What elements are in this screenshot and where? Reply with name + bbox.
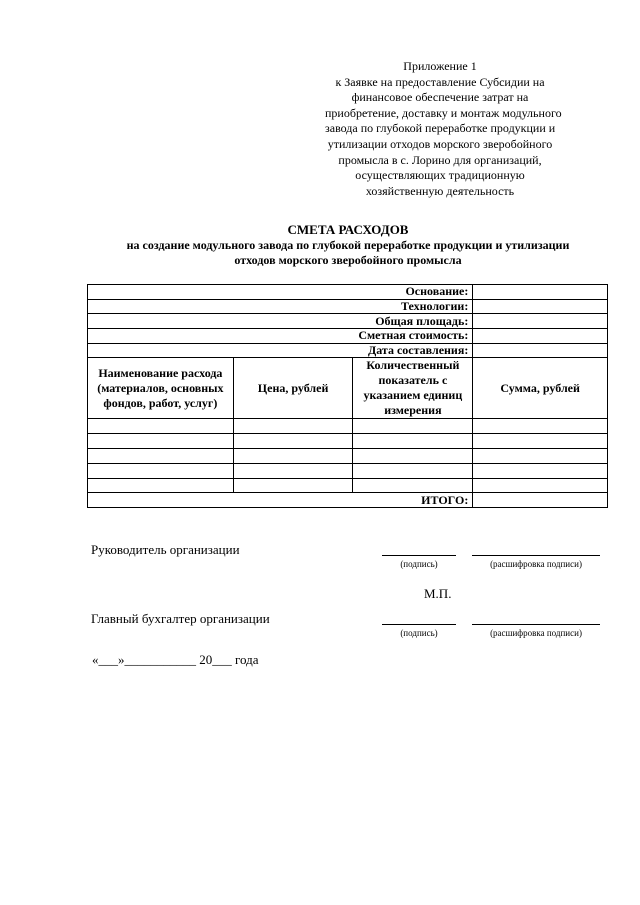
table-row <box>88 478 608 493</box>
cell-sum[interactable] <box>473 478 608 493</box>
title-sub-line1: на создание модульного завода по глубокой переработке продукции и утилизации <box>126 238 570 252</box>
label-date: Дата составления: <box>88 343 473 358</box>
cell-quantity[interactable] <box>353 449 473 464</box>
head-decode-line[interactable] <box>472 555 600 556</box>
cell-quantity[interactable] <box>353 419 473 434</box>
total-value[interactable] <box>473 493 608 508</box>
appendix-line: приобретение, доставку и монтаж модульного <box>325 105 562 120</box>
info-row-basis <box>88 285 608 300</box>
header-price: Цена, рублей <box>233 358 353 419</box>
appendix-line: Приложение 1 <box>403 59 477 73</box>
head-signature-line[interactable] <box>382 555 456 556</box>
table-header-row <box>88 358 608 419</box>
info-row-technologies <box>88 299 608 314</box>
cell-price[interactable] <box>233 419 353 434</box>
cell-sum[interactable] <box>473 449 608 464</box>
cell-sum[interactable] <box>473 419 608 434</box>
appendix-line: хозяйственную деятельность <box>365 183 515 198</box>
label-cost: Сметная стоимость: <box>88 329 473 344</box>
value-date[interactable] <box>473 343 608 358</box>
head-decode-caption: (расшифровка подписи) <box>490 559 582 569</box>
info-row-area <box>88 314 608 329</box>
cell-price[interactable] <box>233 434 353 449</box>
cell-name[interactable] <box>88 434 234 449</box>
value-area[interactable] <box>473 314 608 329</box>
appendix-line: завода по глубокой переработке продукции и <box>325 121 556 136</box>
cell-price[interactable] <box>233 478 353 493</box>
accountant-decode-line[interactable] <box>472 624 600 625</box>
cell-name[interactable] <box>88 478 234 493</box>
header-quantity: Количественный показатель с указанием единиц измерения <box>353 358 473 419</box>
cell-quantity[interactable] <box>353 478 473 493</box>
cell-quantity[interactable] <box>353 434 473 449</box>
title-sub-line2: отходов морского зверобойного промысла <box>234 253 462 267</box>
appendix-line: промысла в с. Лорино для организаций, <box>338 152 542 167</box>
appendix-note <box>325 59 562 199</box>
label-area: Общая площадь: <box>88 314 473 329</box>
table-row <box>88 434 608 449</box>
head-signature-label: Руководитель организации <box>91 542 240 557</box>
stamp-placeholder: М.П. <box>424 586 452 601</box>
header-sum: Сумма, рублей <box>473 358 608 419</box>
appendix-line: к Заявке на предоставление Субсидии на <box>335 74 545 89</box>
date-line[interactable]: «___»___________ 20___ года <box>92 652 259 667</box>
cell-price[interactable] <box>233 463 353 478</box>
cell-name[interactable] <box>88 419 234 434</box>
label-basis: Основание: <box>88 285 473 300</box>
cell-sum[interactable] <box>473 434 608 449</box>
cell-price[interactable] <box>233 449 353 464</box>
total-label: ИТОГО: <box>88 493 473 508</box>
table-row <box>88 419 608 434</box>
title-main: СМЕТА РАСХОДОВ <box>287 222 409 237</box>
cell-name[interactable] <box>88 449 234 464</box>
cell-name[interactable] <box>88 463 234 478</box>
table-row <box>88 449 608 464</box>
total-row <box>88 493 608 508</box>
appendix-line: осуществляющих традиционную <box>355 168 525 183</box>
appendix-line: утилизации отходов морского зверобойного <box>327 136 553 151</box>
label-technologies: Технологии: <box>88 299 473 314</box>
value-cost[interactable] <box>473 329 608 344</box>
value-technologies[interactable] <box>473 299 608 314</box>
accountant-signature-label: Главный бухгалтер организации <box>91 611 270 626</box>
accountant-sign-caption: (подпись) <box>400 628 438 638</box>
info-row-cost <box>88 329 608 344</box>
table-row <box>88 463 608 478</box>
info-row-date <box>88 343 608 358</box>
head-sign-caption: (подпись) <box>400 559 438 569</box>
value-basis[interactable] <box>473 285 608 300</box>
estimate-table <box>87 284 608 508</box>
accountant-decode-caption: (расшифровка подписи) <box>490 628 582 638</box>
cell-quantity[interactable] <box>353 463 473 478</box>
accountant-signature-line[interactable] <box>382 624 456 625</box>
appendix-line: финансовое обеспечение затрат на <box>351 90 529 105</box>
document-title <box>90 222 606 268</box>
header-expense-name: Наименование расхода (материалов, основных фондов, работ, услуг) <box>88 358 234 419</box>
cell-sum[interactable] <box>473 463 608 478</box>
